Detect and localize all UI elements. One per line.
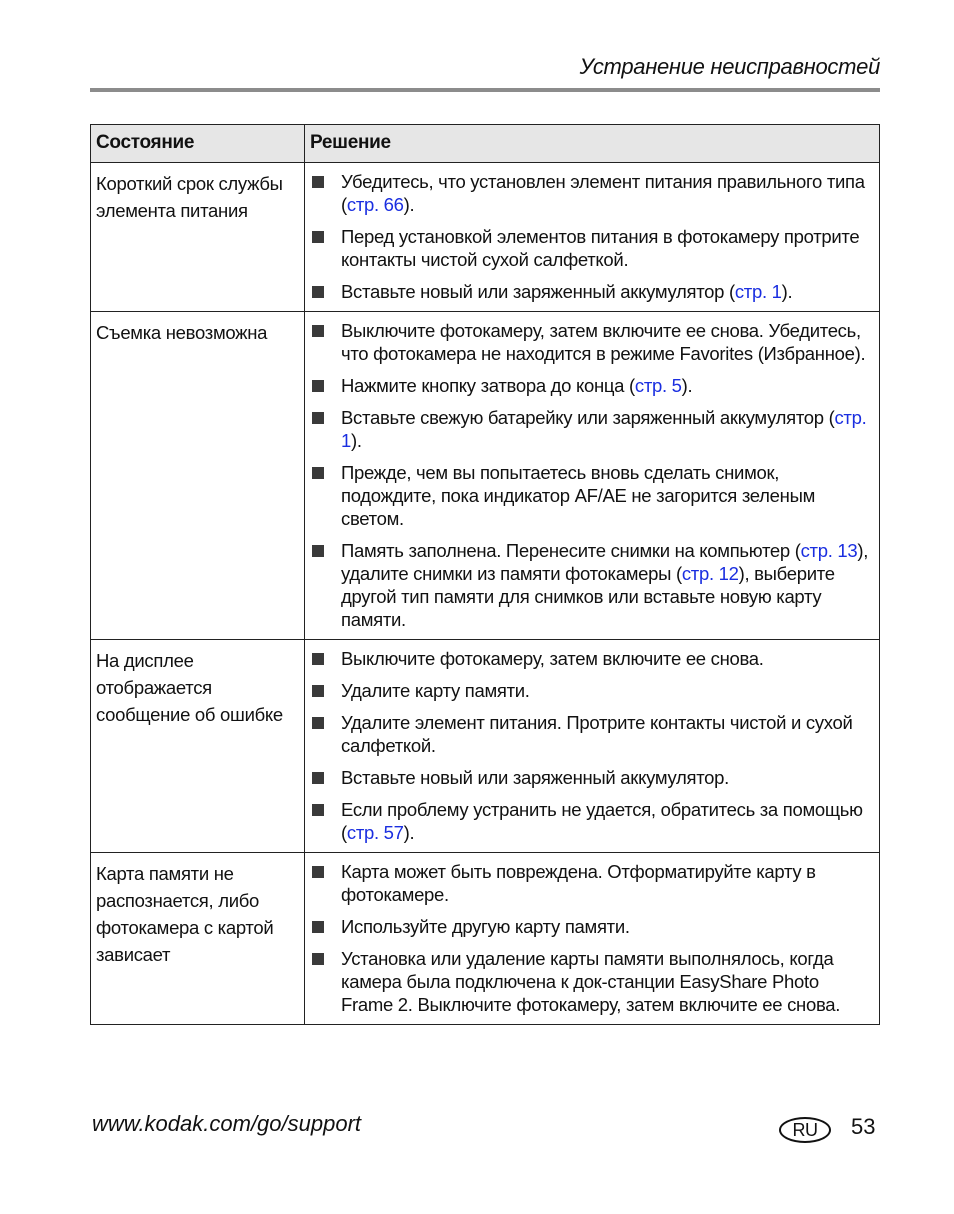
solution-text: Вставьте свежую батарейку или заряженный аккумулятор ( bbox=[341, 407, 835, 428]
table-row bbox=[91, 312, 880, 640]
page-reference-link[interactable]: стр. 12 bbox=[681, 563, 739, 584]
table-row bbox=[91, 853, 880, 1025]
solution-text: Убедитесь, что установлен элемент питания правильного типа ( bbox=[341, 171, 865, 215]
page-reference-link[interactable]: стр. 66 bbox=[346, 194, 404, 215]
solution-text: Память заполнена. Перенесите снимки на компьютер ( bbox=[341, 540, 801, 561]
condition-cell: На дисплее отображается сообщение об ошибке bbox=[91, 640, 305, 853]
solution-text: Выключите фотокамеру, затем включите ее снова. Убедитесь, что фотокамера не находится в режиме Favorites (Избранное). bbox=[341, 320, 866, 364]
condition-cell: Короткий срок службы элемента питания bbox=[91, 163, 305, 312]
page-reference-link[interactable]: стр. 1 bbox=[734, 281, 782, 302]
page-number: 53 bbox=[851, 1114, 876, 1139]
solution-item bbox=[311, 374, 875, 397]
bullet-square-icon bbox=[312, 866, 324, 878]
column-header-condition: Состояние bbox=[91, 125, 305, 163]
solution-item bbox=[311, 170, 875, 216]
bullet-square-icon bbox=[312, 921, 324, 933]
solution-text: ). bbox=[681, 375, 693, 396]
language-badge: RU bbox=[779, 1117, 831, 1143]
solution-item bbox=[311, 539, 875, 631]
solution-text: Прежде, чем вы попытаетесь вновь сделать снимок, подождите, пока индикатор AF/AE не загорится зеленым светом. bbox=[341, 462, 816, 529]
solution-text: ), выберите другой тип памяти для снимков или вставьте новую карту памяти. bbox=[341, 563, 835, 630]
solution-text: ). bbox=[403, 822, 415, 843]
solution-text: Нажмите кнопку затвора до конца ( bbox=[341, 375, 635, 396]
solution-list bbox=[311, 319, 875, 631]
solution-text: ). bbox=[403, 194, 415, 215]
solution-list bbox=[311, 170, 875, 303]
solution-item bbox=[311, 461, 875, 530]
solution-item bbox=[311, 798, 875, 844]
bullet-square-icon bbox=[312, 380, 324, 392]
page-reference-link[interactable]: стр. 1 bbox=[341, 407, 867, 451]
solution-cell bbox=[305, 312, 880, 640]
solution-text: Используйте другую карту памяти. bbox=[341, 916, 630, 937]
solution-cell bbox=[305, 640, 880, 853]
solution-item bbox=[311, 647, 875, 670]
solution-item bbox=[311, 766, 875, 789]
header-divider bbox=[90, 88, 880, 92]
bullet-square-icon bbox=[312, 325, 324, 337]
solution-item bbox=[311, 225, 875, 271]
solution-text: Вставьте новый или заряженный аккумулятор ( bbox=[341, 281, 735, 302]
solution-item bbox=[311, 915, 875, 938]
page-reference-link[interactable]: стр. 5 bbox=[634, 375, 682, 396]
column-header-solution: Решение bbox=[305, 125, 880, 163]
solution-item bbox=[311, 280, 875, 303]
bullet-square-icon bbox=[312, 231, 324, 243]
solution-text: ). bbox=[351, 430, 362, 451]
solution-text: Удалите карту памяти. bbox=[341, 680, 530, 701]
table-header-row bbox=[91, 125, 880, 163]
solution-item bbox=[311, 406, 875, 452]
table-row bbox=[91, 163, 880, 312]
solution-text: Если проблему устранить не удается, обратитесь за помощью ( bbox=[341, 799, 863, 843]
bullet-square-icon bbox=[312, 804, 324, 816]
solution-text: Карта может быть повреждена. Отформатируйте карту в фотокамере. bbox=[341, 861, 816, 905]
solution-cell bbox=[305, 163, 880, 312]
troubleshooting-table bbox=[90, 124, 880, 1025]
solution-item bbox=[311, 679, 875, 702]
solution-text: Удалите элемент питания. Протрите контакты чистой и сухой салфеткой. bbox=[341, 712, 853, 756]
bullet-square-icon bbox=[312, 176, 324, 188]
bullet-square-icon bbox=[312, 653, 324, 665]
solution-cell bbox=[305, 853, 880, 1025]
solution-text: ), удалите снимки из памяти фотокамеры ( bbox=[341, 540, 869, 584]
bullet-square-icon bbox=[312, 717, 324, 729]
solution-item bbox=[311, 711, 875, 757]
bullet-square-icon bbox=[312, 772, 324, 784]
page-header-title: Устранение неисправностей bbox=[579, 54, 880, 79]
page-reference-link[interactable]: стр. 57 bbox=[346, 822, 404, 843]
solution-text: Выключите фотокамеру, затем включите ее снова. bbox=[341, 648, 764, 669]
table-row bbox=[91, 640, 880, 853]
condition-cell: Съемка невозможна bbox=[91, 312, 305, 640]
support-url: www.kodak.com/go/support bbox=[92, 1111, 362, 1136]
solution-item bbox=[311, 319, 875, 365]
solution-item bbox=[311, 947, 875, 1016]
bullet-square-icon bbox=[312, 412, 324, 424]
solution-item bbox=[311, 860, 875, 906]
page-reference-link[interactable]: стр. 13 bbox=[800, 540, 858, 561]
solution-text: Установка или удаление карты памяти выполнялось, когда камера была подключена к док-станции EasyShare Photo Frame 2. Выключите фотокамеру, затем включите ее снова. bbox=[341, 948, 841, 1015]
solution-text: Перед установкой элементов питания в фотокамеру протрите контакты чистой сухой салфеткой. bbox=[341, 226, 860, 270]
condition-cell: Карта памяти не распознается, либо фотокамера с картой зависает bbox=[91, 853, 305, 1025]
bullet-square-icon bbox=[312, 286, 324, 298]
bullet-square-icon bbox=[312, 545, 324, 557]
bullet-square-icon bbox=[312, 467, 324, 479]
bullet-square-icon bbox=[312, 953, 324, 965]
bullet-square-icon bbox=[312, 685, 324, 697]
solution-text: Вставьте новый или заряженный аккумулятор. bbox=[341, 767, 729, 788]
solution-list bbox=[311, 860, 875, 1016]
solution-text: ). bbox=[781, 281, 793, 302]
solution-list bbox=[311, 647, 875, 844]
